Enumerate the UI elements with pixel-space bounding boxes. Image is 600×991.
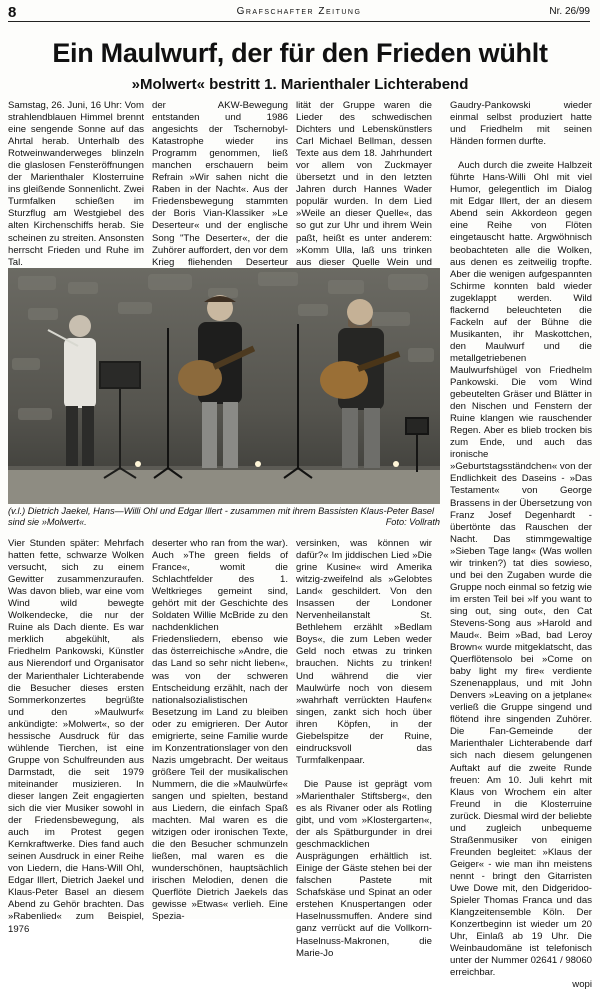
paragraph: Gaudry-Pankowski wieder einmal selbst produziert hatte und Friedhelm mit seinen Händen formen durfte. xyxy=(450,100,592,148)
page-header xyxy=(8,4,590,20)
paragraph: Samstag, 26. Juni, 16 Uhr: Vom strahlendblauen Himmel brennt eine sengende Sonne auf das Ahrtal herab. Unterhalb des Rotweinwanderweges blinzeln die glaslosen Fensteröffnungen der Marienthaler Klosterruine ins gleißende Sonnenlicht. Zwei Turmfalken schießen im Sturzflug am Westgiebel des alten Kirchenschiffs herab. Sie scheinen zu streiten. Ansonsten herrscht Frieden und Ruhe im Tal. xyxy=(8,100,144,268)
paragraph: Vier Stunden später: Mehrfach hatten fette, schwarze Wolken versucht, sich zu einem Gewitter zusammenzuraufen. Was davon blieb, war eine vom Wind wild bewegte Wolkendecke, die nur der Ruine als Dach diente. Es war merklich abgekühlt, als Friedhelm Pankowski, Künstler aus Nierendorf und Organisator der Marienthaler Lichterabende die Besucher dieses ersten Sommerkonzertes begrüßte und den »Maulwurf« ankündigte: »Molwert«, so der hessische Ausdruck für das wühlende Tierchen, ist eine Gruppe von Schulfreunden aus Darmstadt, die seit 1979 miteinander musizieren. In dieser langen Zeit engagierten sich die vier Musiker sowohl in der Friedensbewegung, als auch im Protest gegen Kernkraftwerke. Dies fand auch seinen Ausdruck in einer Reihe von Liedern, die Hans-Will Ohl, Edgar Illert, Dietrich Jaekel und Klaus-Peter Basel an diesem Abend zu Gehör brachten. Das »Rabenlied« zum Beispiel, 1976 xyxy=(8,538,144,935)
publication-name: Grafschafter Zeitung xyxy=(236,6,362,17)
text-column-bottom-1 xyxy=(8,538,144,935)
page-number: 8 xyxy=(8,4,17,21)
text-column-top-1 xyxy=(8,100,144,266)
band-photo xyxy=(8,268,440,504)
paragraph: deserter who ran from the war). Auch »The green fields of France«, womit die Schlachtfelder des 1. Weltkrieges gemeint sind, gehört mit der Geschichte des Soldaten Willie McBride zu den nachdenklichen Friedensliedern, ebenso wie das österreichische »Andre, die das Land so sehr nicht lieben«, was von der schweren Entscheidung erzählt, nach der nationalsozialistischen Besetzung im Land zu bleiben oder zu emigrieren. Der Autor emigrierte, seine Familie wurde im Konzentrationslager von den Nazis umgebracht. Der weitaus größere Teil der musikalischen Nummern, die die »Maulwürfe« sangen und spielten, bestand aus Liedern, die einfach Spaß machten. Mal waren es die witzigen oder ironischen Texte, die den Besucher schmunzeln ließen, mal waren es die wunderschönen, hauptsächlich irischen Melodien, denen die Querflöte Dietrich Jaekels das gewisse »Etwas« verlieh. Eine Spezia- xyxy=(152,538,288,923)
caption-text: (v.l.) Dietrich Jaekel, Hans—Willi Ohl und Edgar Illert - zusammen mit ihrem Bassisten Klaus-Peter Basel sind sie »Molwert«. xyxy=(8,506,435,527)
photo-caption xyxy=(8,506,440,528)
paragraph: Auch durch die zweite Halbzeit führte Hans-Willi Ohl mit viel Humor, gelegentlich im Dialog mit Edgar Illert, der an diesem Abend sein Akkordeon gegen eine Reihe von Flöten eingetauscht hatte. Argwöhnisch beobachteten alle die Wolken, aus denen es zeitweilig tropfte. Aber die wenigen aufgespannten Schirme konnten bald wieder zugeklappt werden. Wild flackernd beleuchteten die Fackeln auf der Bühne die Musikanten, ihr Maskottchen, den Maulwurf und die metallgetriebenen Maulwurfshügel von Friedhelm Pankowski. Die vom Wind gebeutelten Gräser und Blätter in den Nischen und Fenstern der Ruine klangen wie rauschender Regen. Aber es blieb trocken bis zum Ende, und auch das ironische »Geburtstagsständchen« von der Endlichkeit des Daseins - »Das Testament« von George Brassens in der Übersetzung von Franz Josef Degenhardt - übertönte das Rauschen der Nacht. Das stimmgewaltige »Sieben Tage lang« (Was wollen wir trinken?) tat dies sowieso, und bei den Zugaben wurde die Gruppe noch einmal so fetzig wie im ersten Teil bei »If you want to sing out, sing out«, den Cat Stevens-Song aus »Harold and Maud«. Beim »Bad, bad Leroy Brown« wurde mitgeklatscht, das Querflötensolo bei »Come on baby light my fire« verdiente Szenenapplaus, und mit John Denvers »Leaving on a jetplane« verließ die Gruppe singend und flötend ihre singenden Zuhörer. Die Fan-Gemeinde der Marienthaler Lichterabende darf sich nach diesem gelungenen Auftakt auf die zweite Runde freuen: Am 10. Juli kehrt mit Klaus von Wrochem ein alter Freund in die Klosterruine zurück. Diesmal wird der beliebte und zugleich unbequeme Straßenmusiker von einigen Freunden begleitet: »Klaus der Geiger« - wie man ihn meistens nennt - bringt den Gitarristen Uwe Dowe mit, den Didgeridoo-Spieler Thomas Franca und das Klangzeitensemble Köln. Der Konzertbeginn ist wieder um 20 Uhr, Einlaß ab 19 Uhr. Die Weinbaudomäne ist telefonisch unter der Nummer 02641 / 98060 erreichbar. xyxy=(450,160,592,979)
subheadline: »Molwert« bestritt 1. Marienthaler Lichterabend xyxy=(131,76,469,93)
author-signature: wopi xyxy=(572,979,592,991)
paragraph: Die Pause ist geprägt vom »Marienthaler Stiftsberg«, den es als Rivaner oder als Rotling gibt, und vom »Klostergarten«, der als Spätburgunder in drei geschmacklichen Ausprägungen erhältlich ist. Einige der Gäste stehen bei der falschen Pastete mit Schafskäse und Spinat an oder erstehen Knuspertangen oder Haselnussmuffen. Andere sind ganz verrückt auf die Vollkorn-Haselnuss-Makronen, die Marie-Jo xyxy=(296,778,432,959)
text-column-top-3 xyxy=(296,100,432,266)
header-rule xyxy=(8,21,590,22)
text-column-right xyxy=(450,100,592,991)
text-column-bottom-2 xyxy=(152,538,288,923)
issue-number: Nr. 26/99 xyxy=(549,6,590,17)
photo-credit: Foto: Vollrath xyxy=(385,517,440,527)
band-photo-illustration xyxy=(8,268,440,504)
text-column-bottom-3 xyxy=(296,538,432,959)
text-column-top-2 xyxy=(152,100,288,266)
paragraph: der AKW-Bewegung entstanden und 1986 angesichts der Tschernobyl-Katastrophe wieder ins Programm genommen, ließ manchen erschauern beim Refrain »Wir sahen nicht die Raben in der Nacht«. Aus der Friedensbewegung stammten der Boris Vian-Klassiker »Le Deserteur« und der englische Song "The Deserter«, der die Zuhörer auffordert, den vor dem Krieg fliehenden Deserteur xyxy=(152,100,288,268)
paragraph: lität der Gruppe waren die Lieder des schwedischen Dichters und Lebenskünstlers Carl Michael Bellman, dessen Texte aus dem 18. Jahrhundert vor allem von Zuckmayer übersetzt und in den letzten Jahren durch Hannes Wader populär wurden. In dem Lied »Weile an dieser Quelle«, das so gut zur Uhr und ihrem Wein paßt, heißt es unter anderem: »Komm Ulla, laß uns trinken aus dieser Quelle Wein und xyxy=(296,100,432,268)
headline: Ein Maulwurf, der für den Frieden wühlt xyxy=(52,38,548,68)
paragraph: versinken, was können wir dafür?« Im jiddischen Lied »Die grine Kusine« wird Amerika witzig-zweifelnd als »Gelobtes Land« geschildert. Von den Insassen der Londoner Nervenheilanstalt St. Bethlehem erzählt »Bedlam Boys«, die zum Leben weder Geld noch etwas zu trinken brauchen. Nichts zu trinken! Und während die vier Maulwürfe noch von diesem »wahrhaft verrückten Haufen« singen, zankt sich hoch über ihren Köpfen, in der Giebelspitze der Ruine, eindrucksvoll das Turmfalkenpaar. xyxy=(296,538,432,766)
